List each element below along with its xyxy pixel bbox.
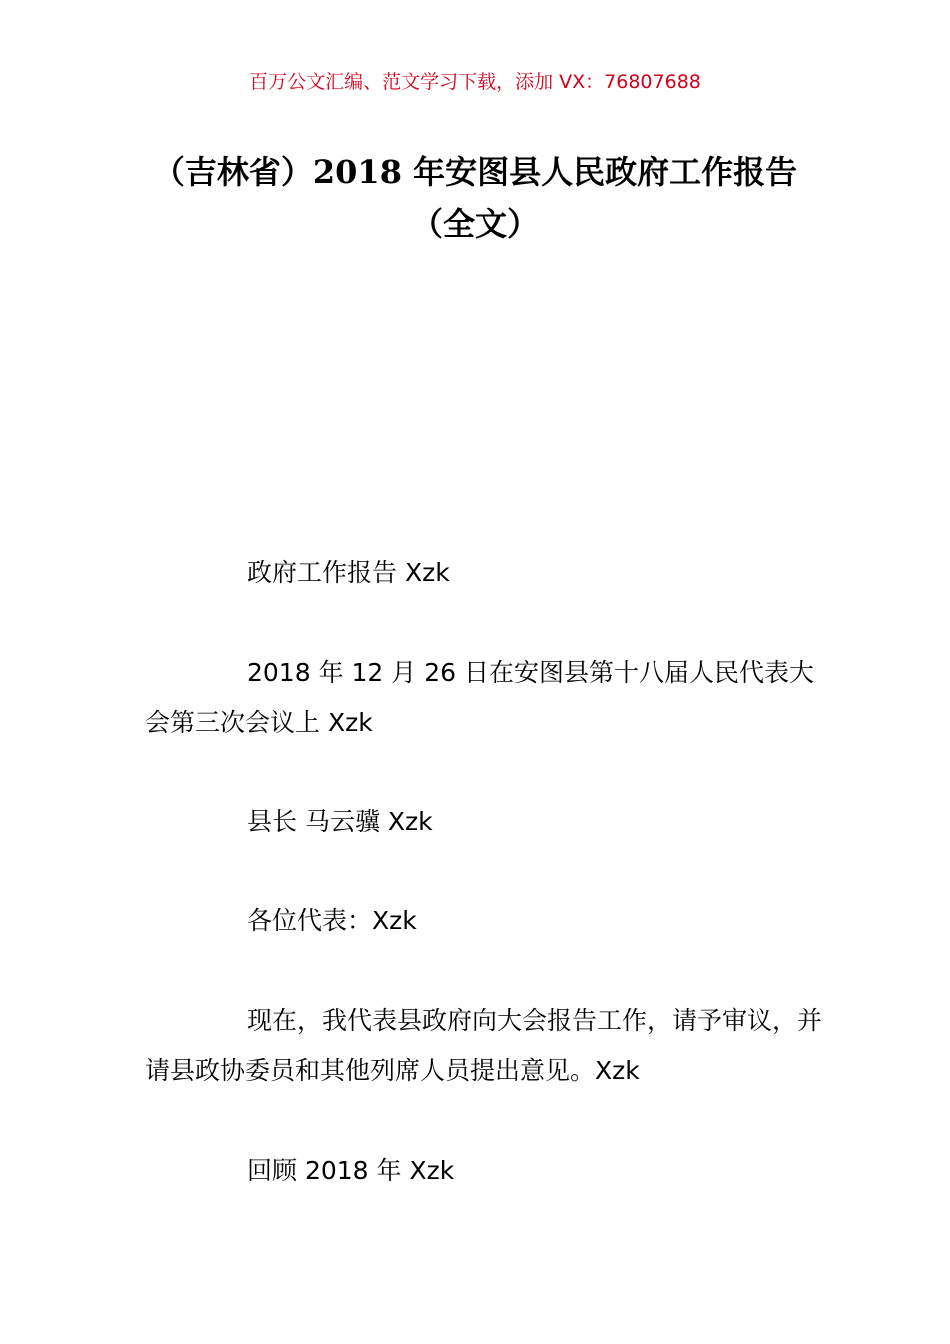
- document-title: （吉林省）2018 年安图县人民政府工作报告（全文）: [152, 153, 798, 243]
- paragraph-report-label: 政府工作报告 Xzk: [247, 558, 450, 587]
- paragraph-salutation: 各位代表：Xzk: [247, 906, 417, 935]
- header-note: 百万公文汇编、范文学习下载，添加 VX：76807688: [249, 71, 701, 93]
- paragraph-opening: 现在，我代表县政府向大会报告工作，请予审议，并请县政协委员和其他列席人员提出意见。Xzk: [145, 1006, 823, 1085]
- paragraph-speaker: 县长 马云骥 Xzk: [247, 807, 433, 836]
- section-heading-review: 回顾 2018 年 Xzk: [247, 1156, 455, 1185]
- paragraph-meeting-info: 2018 年 12 月 26 日在安图县第十八届人民代表大会第三次会议上 Xzk: [145, 658, 814, 737]
